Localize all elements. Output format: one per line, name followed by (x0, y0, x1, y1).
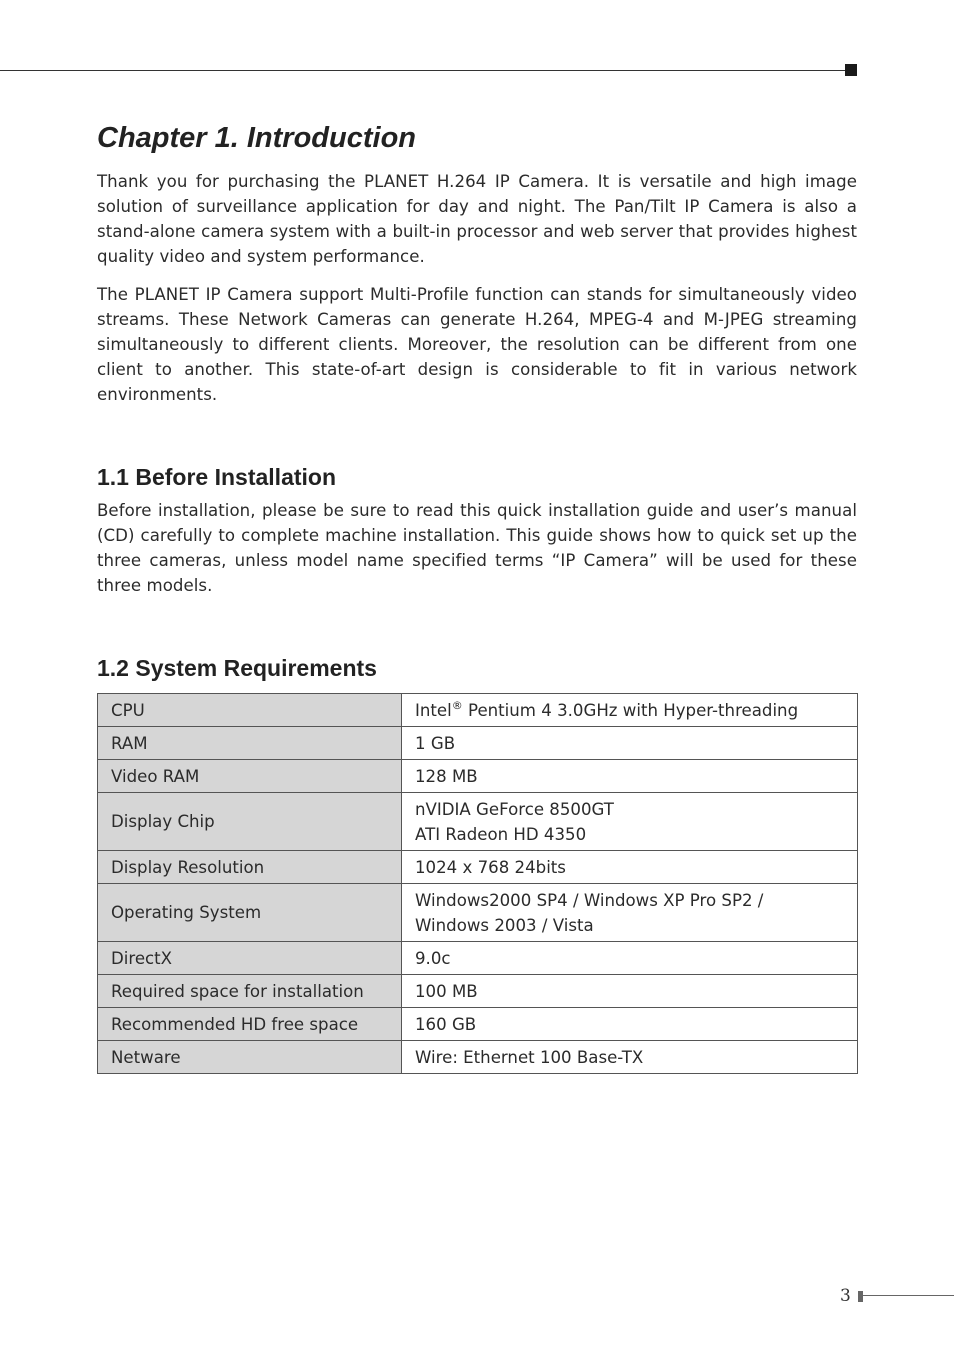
row-key: Netware (98, 1041, 402, 1074)
table-row (98, 851, 858, 884)
row-key: CPU (98, 694, 402, 727)
row-key: DirectX (98, 942, 402, 975)
row-key: Display Resolution (98, 851, 402, 884)
value-line: ATI Radeon HD 4350 (415, 824, 587, 844)
table-row (98, 694, 858, 727)
row-value: 128 MB (402, 760, 858, 793)
row-value: Wire: Ethernet 100 Base-TX (402, 1041, 858, 1074)
table-row (98, 975, 858, 1008)
row-value: 100 MB (402, 975, 858, 1008)
section-heading-system-requirements: 1.2 System Requirements (97, 655, 377, 681)
row-value: 1 GB (402, 727, 858, 760)
row-key: Video RAM (98, 760, 402, 793)
row-key: Required space for installation (98, 975, 402, 1008)
intro-paragraph-1: Thank you for purchasing the PLANET H.264 IP Camera. It is versatile and high image solution of surveillance application for day and night. The Pan/Tilt IP Camera is also a stand-alone camera system with a built-in processor and web server that provides highest quality video and system performance. (97, 172, 857, 266)
table-row (98, 793, 858, 851)
row-value (402, 793, 858, 851)
row-value: 9.0c (402, 942, 858, 975)
row-key: Recommended HD free space (98, 1008, 402, 1041)
row-key: Display Chip (98, 793, 402, 851)
chapter-title: Chapter 1. Introduction (97, 122, 416, 154)
before-installation-paragraph: Before installation, please be sure to read this quick installation guide and user’s manual (CD) carefully to complete machine installation. This guide shows how to quick set up the three cameras, unless model name specified terms “IP Camera” will be used for these three models. (97, 501, 857, 595)
row-key: RAM (98, 727, 402, 760)
system-requirements-table (97, 693, 858, 1074)
header-rule (0, 70, 846, 71)
value-line: Windows2000 SP4 / Windows XP Pro SP2 / (415, 890, 764, 910)
table-row (98, 884, 858, 942)
table-row (98, 942, 858, 975)
value-text: Intel (415, 700, 452, 720)
footer-rule (863, 1295, 954, 1296)
value-line: Windows 2003 / Vista (415, 915, 594, 935)
header-square-marker (845, 64, 857, 76)
table-row (98, 727, 858, 760)
intro-paragraph-2: The PLANET IP Camera support Multi-Profile function can stands for simultaneously video streams. These Network Cameras can generate H.264, MPEG-4 and M-JPEG streaming simultaneously to different clients. Moreover, the resolution can be different from one client to another. This state-of-art design is considerable to fit in various network environments. (97, 285, 857, 404)
value-text: Pentium 4 3.0GHz with Hyper-threading (462, 700, 799, 720)
row-value (402, 884, 858, 942)
row-value (402, 694, 858, 727)
row-value: 160 GB (402, 1008, 858, 1041)
row-key: Operating System (98, 884, 402, 942)
row-value: 1024 x 768 24bits (402, 851, 858, 884)
footer-square-marker (858, 1291, 863, 1302)
table-row (98, 1008, 858, 1041)
table-row (98, 1041, 858, 1074)
registered-mark: ® (451, 698, 463, 712)
page-number: 3 (840, 1286, 851, 1306)
section-heading-before-installation: 1.1 Before Installation (97, 464, 337, 490)
table-row (98, 760, 858, 793)
value-line: nVIDIA GeForce 8500GT (415, 799, 614, 819)
